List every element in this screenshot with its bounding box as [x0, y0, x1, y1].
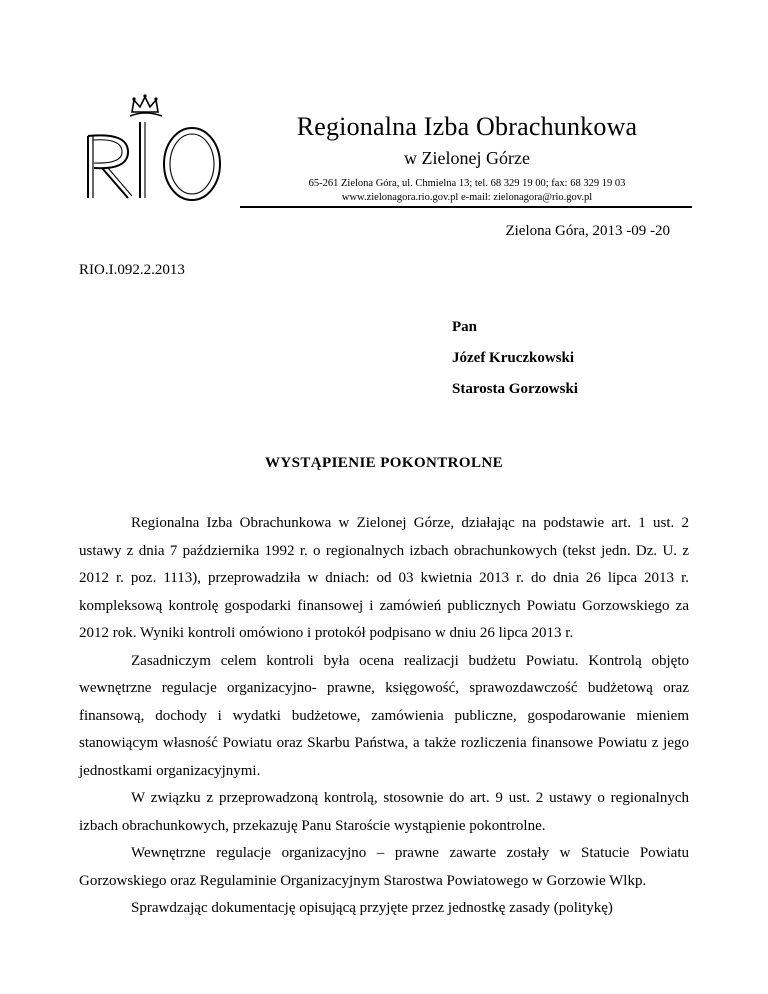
organization-address — [262, 177, 672, 205]
organization-name: Regionalna Izba Obrachunkowa — [296, 112, 638, 141]
web-contact-line: www.zielonagora.rio.gov.pl e-mail: zielonagora@rio.gov.pl — [341, 192, 593, 203]
recipient-salutation: Pan — [452, 319, 478, 335]
document-title: WYSTĄPIENIE POKONTROLNE — [265, 455, 503, 471]
header-divider — [240, 206, 692, 208]
recipient-name: Józef Kruczkowski — [452, 350, 575, 366]
document-body — [79, 510, 689, 923]
address-line: 65-261 Zielona Góra, ul. Chmielna 13; tel. 68 329 19 00; fax: 68 329 19 03 — [308, 178, 626, 189]
body-paragraph: Regionalna Izba Obrachunkowa w Zielonej Górze, działając na podstawie art. 1 ust. 2 ustawy z dnia 7 października 1992 r. o regionalnych izbach obrachunkowych (tekst jedn. Dz. U. z 2012 r. poz. 1113), przeprowadziła w dniach: od 03 kwietnia 2013 r. do dnia 26 lipca 2013 r. kompleksową kontrolę gospodarki finansowej i zamówień publicznych Powiatu Gorzowskiego za 2012 rok. Wyniki kontroli omówiono i protokół podpisano w dniu 26 lipca 2013 r. — [79, 515, 689, 641]
body-paragraph: Sprawdzając dokumentację opisującą przyjęte przez jednostkę zasady (politykę) — [131, 900, 613, 916]
reference-number: RIO.I.092.2.2013 — [79, 262, 185, 278]
body-paragraph: Zasadniczym celem kontroli była ocena realizacji budżetu Powiatu. Kontrolą objęto wewnętrzne regulacje organizacyjno- prawne, księgowość, sprawozdawczość budżetową oraz finansową, dochody i wydatki budżetowe, zamówienia publiczne, gospodarowanie mieniem stanowiącym własność Powiatu oraz Skarbu Państwa, a także rozliczenia finansowe Powiatu z jego jednostkami organizacyjnymi. — [79, 652, 689, 779]
body-paragraph: Wewnętrzne regulacje organizacyjno – prawne zawarte zostały w Statucie Powiatu Gorzowskiego oraz Regulaminie Organizacyjnym Starostwa Powiatowego w Gorzowie Wlkp. — [79, 845, 689, 889]
organization-subtitle: w Zielonej Górze — [404, 148, 530, 168]
place-and-date: Zielona Góra, 2013 -09 -20 — [505, 223, 670, 239]
recipient-block — [452, 312, 578, 405]
rio-logo — [80, 92, 260, 204]
rio-logo-icon — [80, 92, 260, 204]
body-paragraph: W związku z przeprowadzoną kontrolą, stosownie do art. 9 ust. 2 ustawy o regionalnych izbach obrachunkowych, przekazuję Panu Staroście wystąpienie pokontrolne. — [79, 790, 689, 834]
recipient-title: Starosta Gorzowski — [452, 381, 578, 397]
